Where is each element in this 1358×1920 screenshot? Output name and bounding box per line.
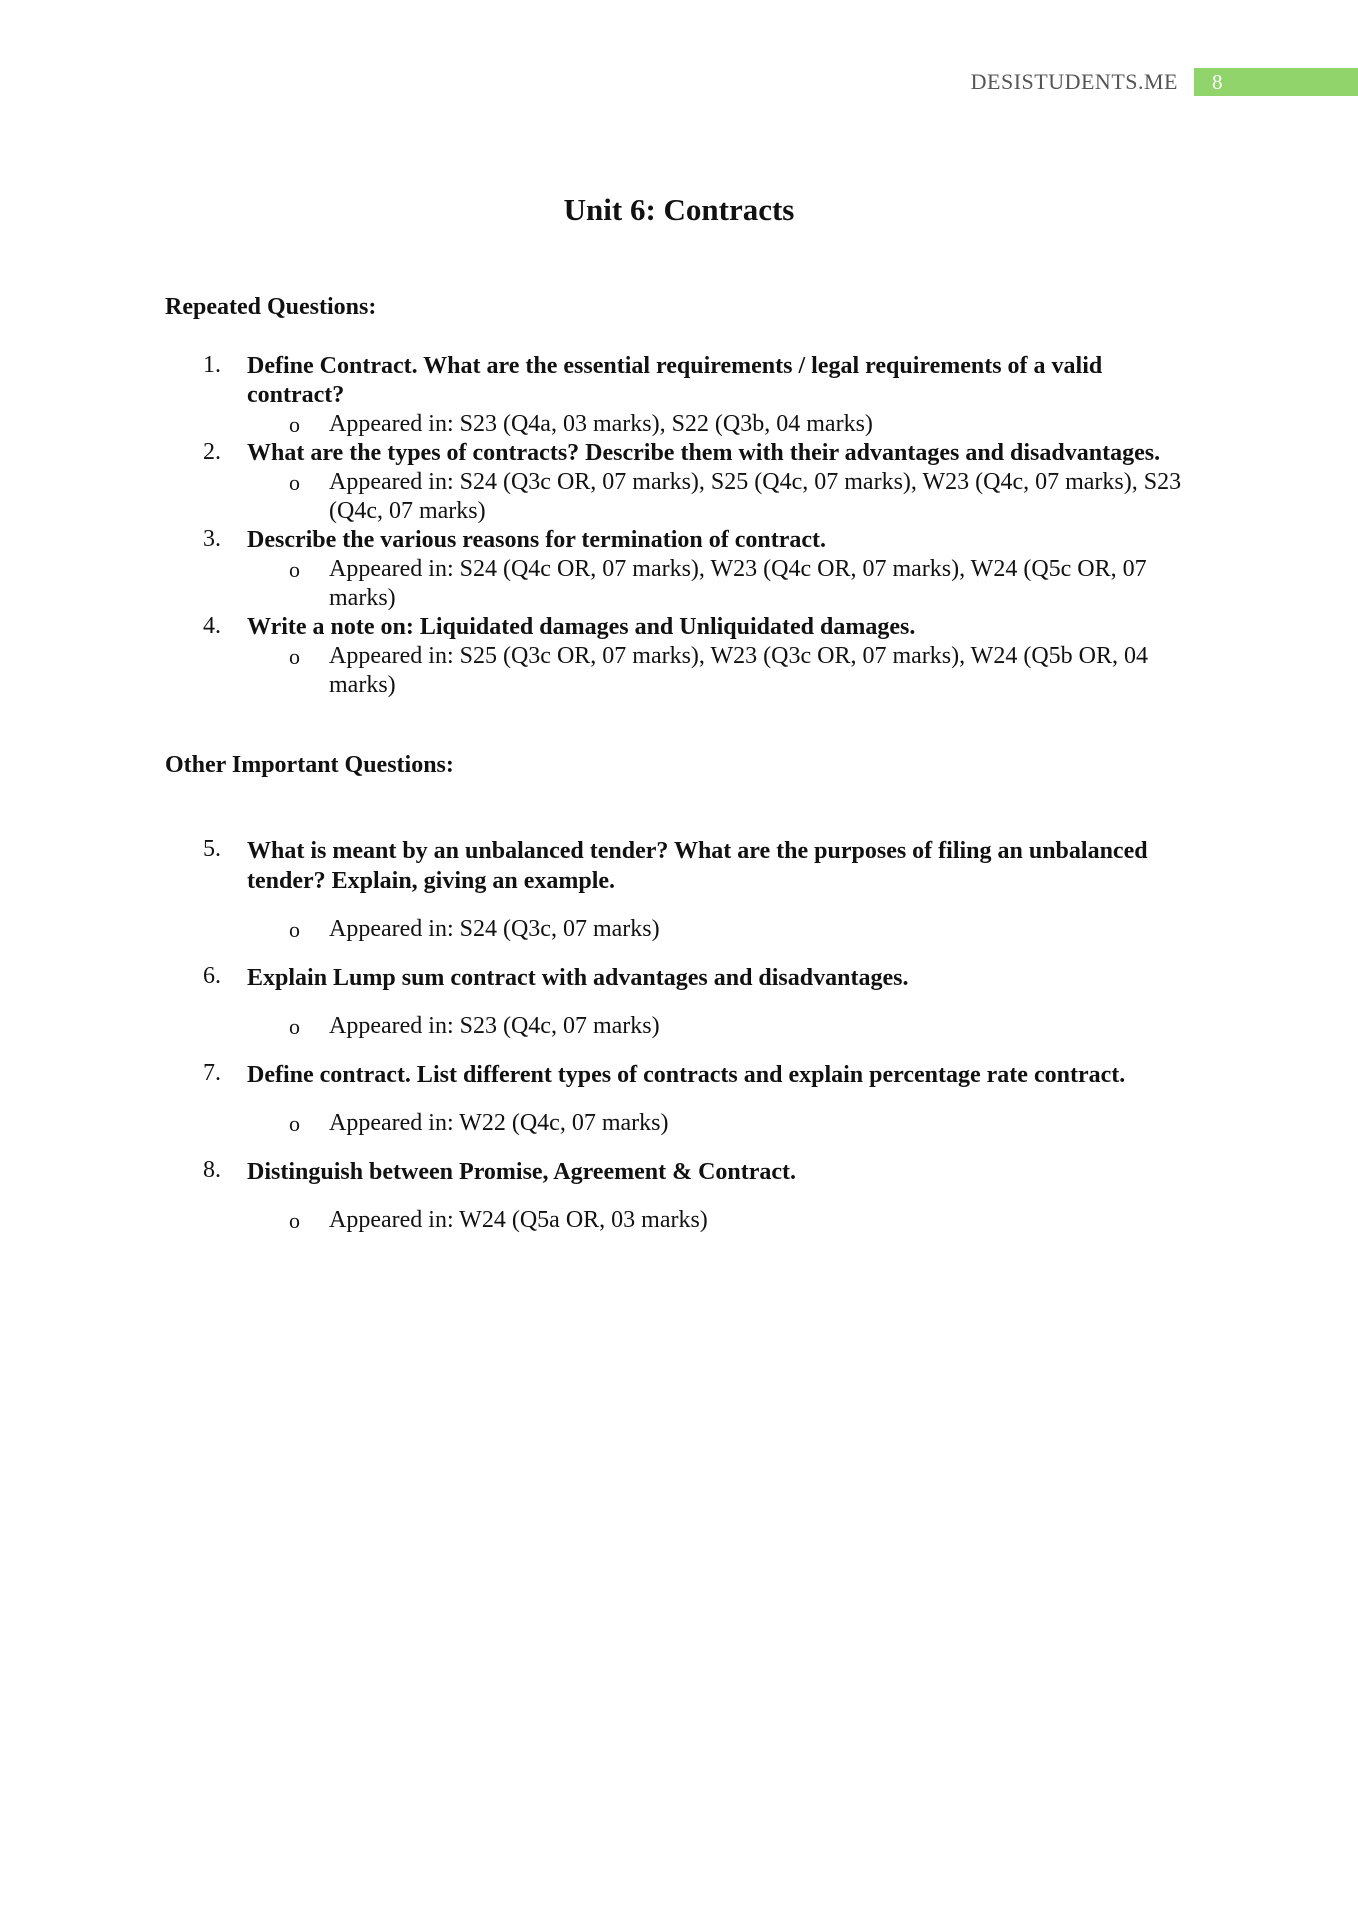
appeared-in-text: Appeared in: S23 (Q4c, 07 marks) xyxy=(329,1013,660,1039)
question-item xyxy=(165,836,1195,944)
bullet-icon: o xyxy=(289,557,300,582)
question-text: Explain Lump sum contract with advantages and disadvantages. xyxy=(247,965,909,991)
page-title: Unit 6: Contracts xyxy=(563,192,795,227)
question-item xyxy=(165,526,1195,613)
appeared-in-text: Appeared in: W22 (Q4c, 07 marks) xyxy=(329,1110,669,1136)
appeared-in xyxy=(289,915,1195,944)
question-number: 3. xyxy=(203,526,221,552)
bullet-icon: o xyxy=(289,644,300,669)
bullet-icon: o xyxy=(289,1111,300,1136)
repeated-questions-list xyxy=(165,352,1195,700)
appeared-in xyxy=(289,1109,1195,1138)
question-text: Write a note on: Liquidated damages and Unliquidated damages. xyxy=(247,614,916,640)
question-text: Define Contract. What are the essential requirements / legal requirements of a valid contract? xyxy=(247,353,1103,408)
question-number: 1. xyxy=(203,352,221,378)
appeared-in xyxy=(289,468,1195,526)
appeared-in xyxy=(289,642,1195,700)
appeared-in-text: Appeared in: W24 (Q5a OR, 03 marks) xyxy=(329,1207,708,1233)
question-number: 5. xyxy=(203,836,221,862)
question-item xyxy=(165,1060,1195,1138)
question-item xyxy=(165,1157,1195,1235)
question-text: Distinguish between Promise, Agreement & Contract. xyxy=(247,1159,797,1185)
other-questions-list xyxy=(165,836,1195,1254)
question-number: 6. xyxy=(203,963,221,989)
appeared-in xyxy=(289,555,1195,613)
appeared-in xyxy=(289,1206,1195,1235)
question-text: Define contract. List different types of contracts and explain percentage rate contract. xyxy=(247,1062,1126,1088)
question-text: Describe the various reasons for termination of contract. xyxy=(247,527,826,553)
question-item xyxy=(165,439,1195,526)
question-number: 4. xyxy=(203,613,221,639)
site-name: DESISTUDENTS.ME xyxy=(970,69,1178,94)
bullet-icon: o xyxy=(289,470,300,495)
repeated-questions-heading: Repeated Questions: xyxy=(165,294,377,320)
bullet-icon: o xyxy=(289,917,300,942)
bullet-icon: o xyxy=(289,1208,300,1233)
appeared-in-text: Appeared in: S25 (Q3c OR, 07 marks), W23 (Q3c OR, 07 marks), W24 (Q5b OR, 04 marks) xyxy=(329,643,1148,698)
page-header xyxy=(971,68,1358,96)
question-item xyxy=(165,613,1195,700)
bullet-icon: o xyxy=(289,412,300,437)
appeared-in-text: Appeared in: S24 (Q3c OR, 07 marks), S25 (Q4c, 07 marks), W23 (Q4c, 07 marks), S23 (Q4c, 07 marks) xyxy=(329,469,1182,524)
appeared-in xyxy=(289,410,1195,439)
appeared-in-text: Appeared in: S23 (Q4a, 03 marks), S22 (Q3b, 04 marks) xyxy=(329,411,873,437)
appeared-in-text: Appeared in: S24 (Q4c OR, 07 marks), W23 (Q4c OR, 07 marks), W24 (Q5c OR, 07 marks) xyxy=(329,556,1147,611)
question-item xyxy=(165,352,1195,439)
bullet-icon: o xyxy=(289,1014,300,1039)
page-number: 8 xyxy=(1194,68,1358,96)
question-text: What is meant by an unbalanced tender? What are the purposes of filing an unbalanced tender? Explain, giving an example. xyxy=(247,838,1148,894)
other-questions-heading: Other Important Questions: xyxy=(165,752,454,778)
question-number: 8. xyxy=(203,1157,221,1183)
question-number: 7. xyxy=(203,1060,221,1086)
question-number: 2. xyxy=(203,439,221,465)
appeared-in xyxy=(289,1012,1195,1041)
question-item xyxy=(165,963,1195,1041)
appeared-in-text: Appeared in: S24 (Q3c, 07 marks) xyxy=(329,916,660,942)
question-text: What are the types of contracts? Describe them with their advantages and disadvantages. xyxy=(247,440,1161,466)
